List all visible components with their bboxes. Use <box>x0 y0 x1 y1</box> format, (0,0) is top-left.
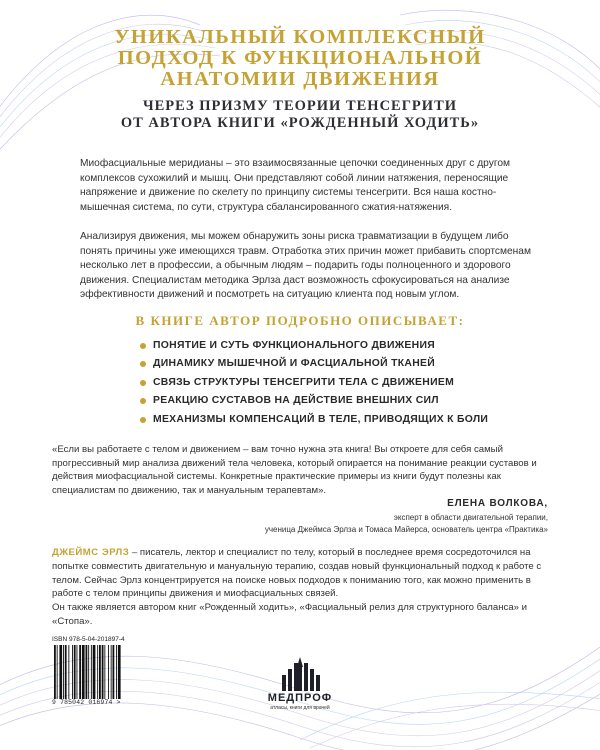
barcode-icon <box>52 645 152 699</box>
subtitle-line-2: ОТ АВТОРА КНИГИ «РОЖДЕННЫЙ ХОДИТЬ» <box>120 115 480 131</box>
section-heading: В КНИГЕ АВТОР ПОДРОБНО ОПИСЫВАЕТ: <box>135 313 465 328</box>
author-bio: ДЖЕЙМС ЭРЛЗ – писатель, лектор и специалист по телу, который в последнее время сосредоточился на попытке совместить двигательную и мануальную терапию, создав новый функциональный подход к работе с телом. Сейчас Эрлз концентрируется на поиске новых подходов к пониманию того, как можно применить в работе с телом принципы движения и миофасциальных связей. Он также является автором книг «Рожденный ходить», «Фасциальный релиз для структурного баланса» и «Стопа». <box>52 547 542 627</box>
title-line-3: АНАТОМИИ ДВИЖЕНИЯ <box>160 68 440 90</box>
publisher-logo <box>254 657 346 711</box>
barcode-block <box>52 636 160 706</box>
bullet-dot-icon <box>140 417 146 423</box>
book-title <box>0 27 600 90</box>
title-line-2: ПОДХОД К ФУНКЦИОНАЛЬНОЙ <box>117 47 483 69</box>
quote-author-role: эксперт в области двигательной терапии, ученица Джеймса Эрлза и Томаса Майерса, основатель центра «Практика» <box>264 513 548 534</box>
intro-paragraph: Миофасциальные меридианы – это взаимосвязанные цепочки соединенных друг с другом комплексов сухожилий и мышц. Они представляют собой линии натяжения, переносящие напряжение и движение по скелету по принципу системы тенсегрити. Вся наша костно-мышечная система, по сути, структура сбалансированного сжатия-натяжения. <box>80 158 510 213</box>
bullet-dot-icon <box>140 380 146 386</box>
book-subtitle <box>0 98 600 132</box>
subtitle-line-1: ЧЕРЕЗ ПРИЗМУ ТЕОРИИ ТЕНСЕГРИТИ <box>142 98 458 114</box>
bullet-dot-icon <box>140 398 146 404</box>
quote-author-name: ЕЛЕНА ВОЛКОВА, <box>447 498 548 509</box>
list-item: СВЯЗЬ СТРУКТУРЫ ТЕНСЕГРИТИ ТЕЛА С ДВИЖЕНИЕМ <box>140 374 560 392</box>
analysis-paragraph: Анализируя движения, мы можем обнаружить зоны риска травматизации в будущем либо понять причины уже имеющихся травм. Отработка этих причин может прибавить спортсменам несколько лет в профессии, а обычным людям – подарить годы полноценного и здорового движения. Специалистам методика Эрлза даст возможность сфокусироваться на анализе эффективности движений и посмотреть на ситуацию клиента под новым углом. <box>80 231 531 300</box>
list-item: МЕХАНИЗМЫ КОМПЕНСАЦИЙ В ТЕЛЕ, ПРИВОДЯЩИХ К БОЛИ <box>140 411 560 429</box>
list-item: ПОНЯТИЕ И СУТЬ ФУНКЦИОНАЛЬНОГО ДВИЖЕНИЯ <box>140 337 560 355</box>
title-line-1: УНИКАЛЬНЫЙ КОМПЛЕКСНЫЙ <box>114 26 486 48</box>
topics-list <box>140 337 560 429</box>
isbn-label: ISBN 978-5-04-201897-4 <box>52 636 125 643</box>
bullet-dot-icon <box>140 361 146 367</box>
author-name: ДЖЕЙМС ЭРЛЗ <box>52 547 130 558</box>
list-item: РЕАКЦИЮ СУСТАВОВ НА ДЕЙСТВИЕ ВНЕШНИХ СИЛ <box>140 392 560 410</box>
publisher-tagline: атласы, книги для врачей <box>270 705 330 711</box>
barcode-number: 9 785042 016974 > <box>52 699 121 706</box>
list-item: ДИНАМИКУ МЫШЕЧНОЙ И ФАСЦИАЛЬНОЙ ТКАНЕЙ <box>140 355 560 373</box>
testimonial-quote: «Если вы работаете с телом и движением – вам точно нужна эта книга! Вы откроете для себя самый прогрессивный мир анализа движений тела человека, который опирается на понимание реакции суставов и действия миофасциальной системы. Конкретные практические примеры из книги будут полезны как специалистам по движению, так и мануальным терапевтам». <box>52 444 537 496</box>
publisher-skyline-icon <box>279 657 321 691</box>
bullet-dot-icon <box>140 343 146 349</box>
publisher-name: МЕДПРОФ <box>267 692 333 704</box>
